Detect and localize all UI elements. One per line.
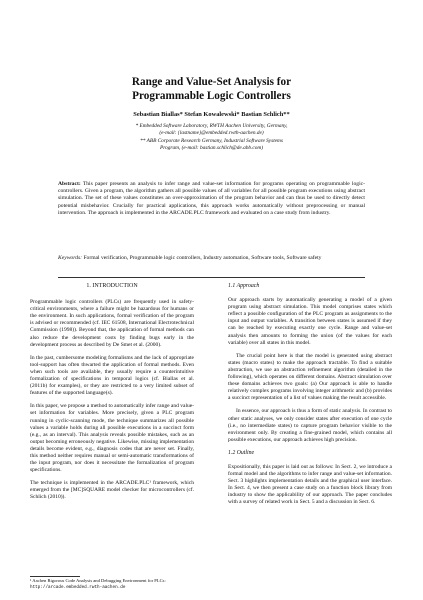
abstract xyxy=(58,181,365,217)
section-heading-introduction: 1. INTRODUCTION xyxy=(86,283,138,289)
affiliation-line: (e-mail: {lastname}@embedded.rwth-aachen.de) xyxy=(159,130,264,137)
paper-title xyxy=(40,75,383,103)
affiliation-line: Program, (e-mail: bastian.schlich@de.abb.com) xyxy=(160,145,263,152)
footnote xyxy=(30,578,194,591)
paragraph: Our approach starts by automatically generating a model of a given program using abstract simulation. This model comprises states which reflect a possible configuration of the PLC program as assignments to the input and output variables. A transition between states is assumed if they can be reached by executing exactly one cycle. Range and value-set analysis then amounts to forming the union (of the values for each variable) over all states in this model. xyxy=(228,297,392,346)
abstract-divider xyxy=(58,277,365,278)
paragraph: In the past, cumbersome modeling formalisms and the lack of appropriate tool-support has often thwarted the application of formal methods. Even when such tools are available, they usually require a counterintuitive formalization of specifications in temporal logics (cf. Biallas et al. (2011b) for examples), or they are restricted to a very limited subset of features of the supported language(s). xyxy=(30,354,194,397)
affiliations xyxy=(40,123,383,153)
footnote-link[interactable]: http://arcade.embedded.rwth-aachen.de xyxy=(30,584,126,590)
footnote-divider xyxy=(30,576,80,577)
abstract-text: This paper presents an analysis to infer range and value-set information for programs operating on programmable logic-controllers. Given a program, the algorithm gathers all possible values of all variables for all possible program executions using abstract simulation. The set of these values constitutes an over-approximation of the program behavior and can thus be used to directly detect potential misbehavior. Crucially for practical applications, this approach works automatically without preprocessing or manual intervention. The approach is implemented in the ARCADE.PLC framework and evaluated on a case study from industry. xyxy=(58,181,365,216)
author-list: Sebastian Biallas* Stefan Kowalewski* Bastian Schlich** xyxy=(133,111,290,118)
right-column xyxy=(228,283,392,513)
title-line-2: Programmable Logic Controllers xyxy=(132,90,291,102)
paragraph: The technique is implemented in the ARCADE.PLC¹ framework, which emerged from the [MC]SQUARE model checker for microcontrollers (cf. Schlich (2010)). xyxy=(30,480,194,501)
keywords xyxy=(58,255,365,262)
abstract-label: Abstract: xyxy=(58,181,81,187)
keywords-label: Keywords: xyxy=(58,255,83,261)
paragraph: The crucial point here is that the model is generated using abstract states (macro states) to make the approach tractable. To find a suitable abstraction, we use an abstraction refinement algorithm (detailed in the following), which operates on different domains. Abstract simulation over these domains achieves two goals: (a) Our approach is able to handle relatively complex programs involving integer arithmetic and (b) provides a succinct representation of a list of values making the result accessible. xyxy=(228,352,392,402)
paragraph: In this paper, we propose a method to automatically infer range and value-set information for variables. More precisely, given a PLC program running in cyclic-scanning mode, the technique summarizes all possible values a variable holds during all possible executions in a succinct form (e.g., as an interval). This analysis reveals possible mistakes, such as an output becoming erroneously negative. Likewise, missing implementation details become evident, e.g., diagnosis codes that are never set. Finally, this method neither requires manual or semi-automatic transformations of the input program, nor does it necessitate the formalization of program specifications. xyxy=(30,403,194,474)
affiliation-line: ** ABB Corporate Research Germany, Industrial Software Systems xyxy=(140,137,283,144)
subsection-heading-outline: 1.2 Outline xyxy=(228,449,255,456)
paragraph: Expositionally, this paper is laid out as follows: In Sect. 2, we introduce a formal model and the algorithms to infer range and value-set information. Sect. 3 highlights implementation details and the graphical user interface. In Sect. 4, we then present a case study on a function block library from industry to show the applicability of our approach. The paper concludes with a survey of related work in Sect. 5 and a discussion in Sect. 6. xyxy=(228,463,392,506)
paragraph: Programmable logic controllers (PLCs) are frequently used in safety-critical environments, where a failure might be hazardous for humans or the environment. In such applications, formal verification of the program is advised or recommended (cf. IEC 61508, International Electrotechnical Commission (1998)). Beyond that, the application of formal methods can also reduce the development costs by finding bugs early in the development process as described by De Smet et al. (2000). xyxy=(30,299,194,348)
affiliation-line: * Embedded Software Laboratory, RWTH Aachen University, Germany, xyxy=(135,123,288,129)
keywords-text: Formal verification, Programmable logic controllers, Industry automation, Software tools, Software safety xyxy=(83,255,322,261)
paragraph: In essence, our approach is thus a form of static analysis. In contrast to other static analyses, we only consider states after execution of one cycle (i.e., no intermediate states) to capture program behavior visible to the environment only. By creating a fine-grained model, which contains all possible executions, our approach achieves high precision. xyxy=(228,408,392,443)
subsection-heading-approach: 1.1 Approach xyxy=(228,283,260,289)
left-column xyxy=(30,283,194,508)
footnote-text: ¹ Aachen Rigorous Code Analysis and Debugging Environment for PLCs: xyxy=(30,578,166,583)
title-line-1: Range and Value-Set Analysis for xyxy=(131,76,292,88)
